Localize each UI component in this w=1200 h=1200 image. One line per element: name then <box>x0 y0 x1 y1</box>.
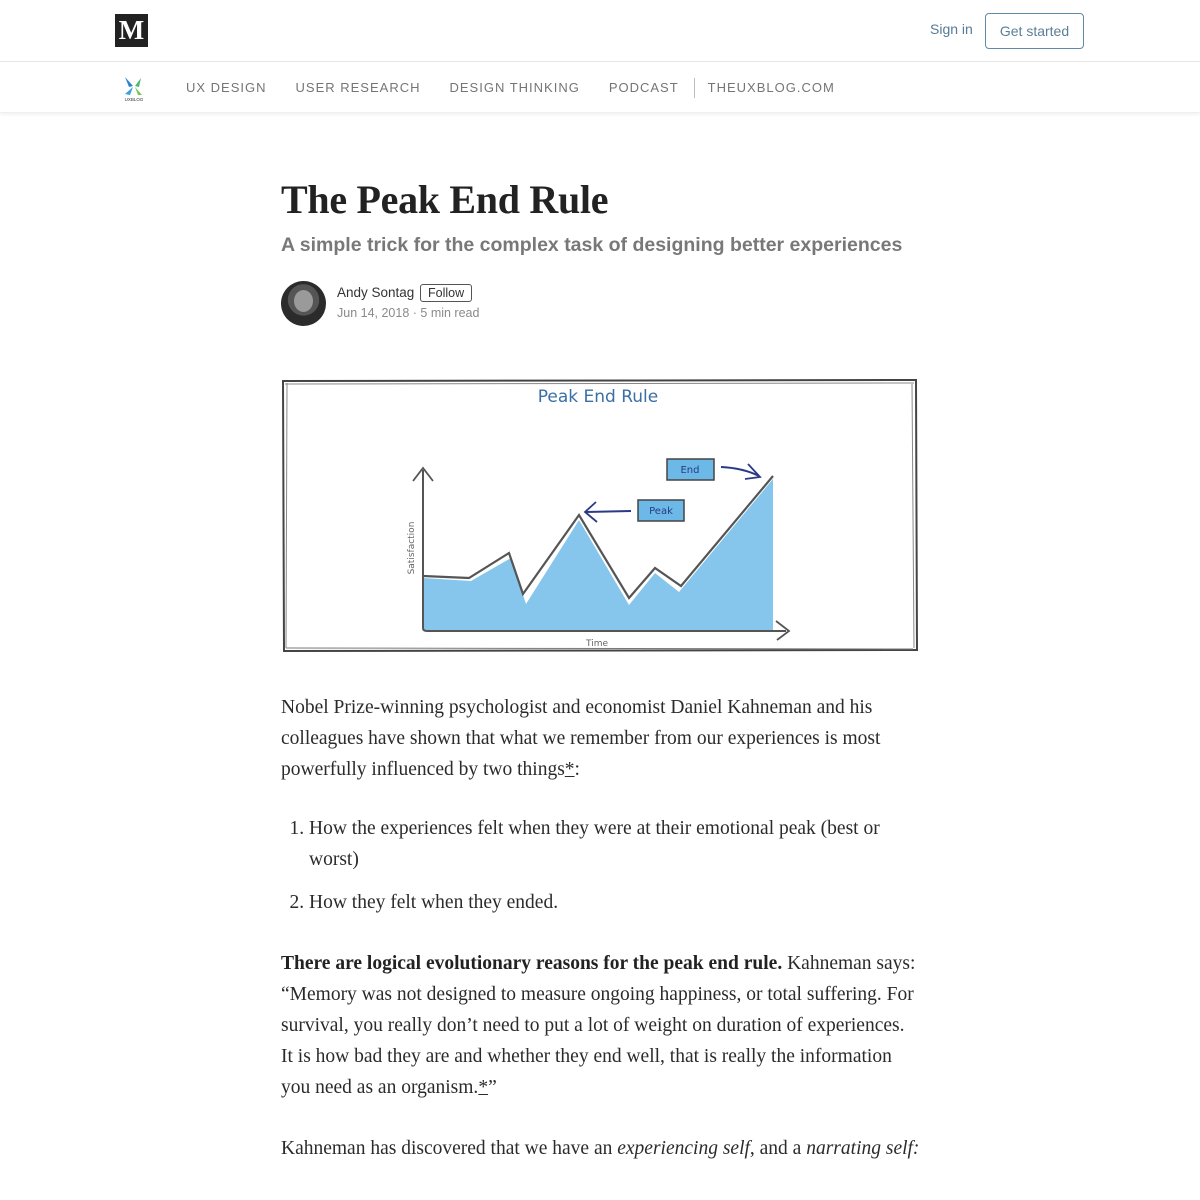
medium-logo[interactable]: M <box>115 14 148 47</box>
paragraph-intro: Nobel Prize-winning psychologist and economist Daniel Kahneman and his colleagues have shown that what we remember from our experiences is most powerfully influenced by two things*: <box>281 697 881 780</box>
nav-podcast[interactable]: PODCAST <box>608 80 679 95</box>
article-body <box>281 692 921 1194</box>
list-item: 1. How the experiences felt when they were at their emotional peak (best or worst) <box>309 813 921 875</box>
nav-user-research[interactable]: USER RESEARCH <box>295 80 421 95</box>
publication-nav <box>0 62 1200 113</box>
sign-in-link[interactable]: Sign in <box>930 21 973 37</box>
article-meta: Jun 14, 2018 · 5 min read <box>337 306 480 320</box>
article-title: The Peak End Rule <box>281 177 609 222</box>
paragraph-evolution: There are logical evolutionary reasons for the peak end rule. Kahneman says: “Memory was not designed to measure ongoing happiness, or total suffering. For survival, you really don’t need to put a lot of weight on duration of experiences. It is how bad they are and whether they end well, that is really the information you need as an organism.*” <box>281 953 916 1098</box>
author-avatar[interactable] <box>281 281 326 326</box>
diagram-title: Peak End Rule <box>537 387 659 407</box>
follow-button[interactable]: Follow <box>420 284 472 302</box>
x-axis-label: Time <box>585 639 609 649</box>
numbered-list <box>309 813 921 918</box>
top-bar <box>0 0 1200 62</box>
nav-design-thinking[interactable]: DESIGN THINKING <box>449 80 580 95</box>
get-started-button[interactable]: Get started <box>985 13 1084 49</box>
footnote-link-1[interactable]: * <box>564 759 575 780</box>
publication-nav-links <box>186 62 864 113</box>
list-item: 2. How they felt when they ended. <box>309 887 921 918</box>
uxblog-logo-icon[interactable] <box>120 74 148 102</box>
svg-text:UXBLOG: UXBLOG <box>124 97 144 102</box>
author-name[interactable]: Andy Sontag <box>337 285 415 300</box>
peak-end-rule-diagram[interactable] <box>281 378 918 653</box>
nav-divider <box>694 78 695 98</box>
y-axis-label: Satisfaction <box>407 521 417 575</box>
paragraph-selves: Kahneman has discovered that we have an experiencing self, and a narrating self: <box>281 1138 920 1159</box>
end-label: End <box>680 465 700 476</box>
footnote-link-2[interactable]: * <box>478 1077 489 1098</box>
nav-ux-design[interactable]: UX DESIGN <box>186 80 267 95</box>
article-subtitle: A simple trick for the complex task of designing better experiences <box>281 234 903 256</box>
nav-theuxblog[interactable]: THEUXBLOG.COM <box>707 80 835 95</box>
peak-label: Peak <box>649 506 673 517</box>
